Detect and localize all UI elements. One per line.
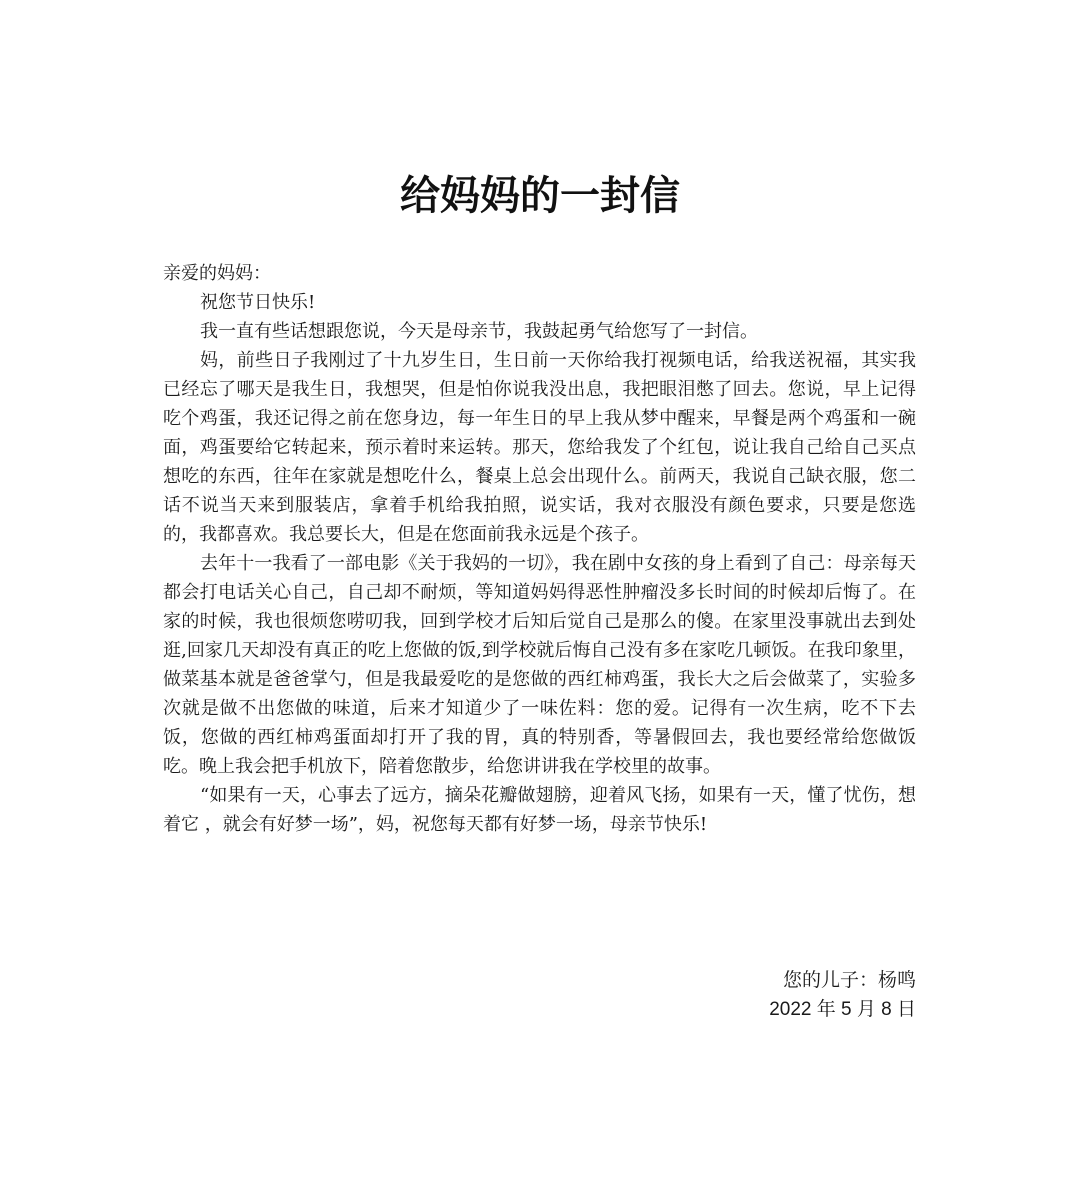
paragraph-greeting: 祝您节日快乐! bbox=[200, 292, 316, 313]
letter-body bbox=[163, 259, 916, 839]
paragraph-movie: 去年十一我看了一部电影《关于我妈的一切》，我在剧中女孩的身上看到了自己：母亲每天都会打电话关心自己，自己却不耐烦，等知道妈妈得恶性肿瘤没多长时间的时候却后悔了。在家的时候，我也很烦您唠叨我，回到学校才后知后觉自己是那么的傻。在家里没事就出去到处逛,回家几天却没有真正的吃上您做的饭,到学校就后悔自己没有多在家吃几顿饭。在我印象里，做菜基本就是爸爸掌勺，但是我最爱吃的是您做的西红柿鸡蛋，我长大之后会做菜了，实验多次就是做不出您做的味道，后来才知道少了一味佐料：您的爱。记得有一次生病，吃不下去饭，您做的西红柿鸡蛋面却打开了我的胃，真的特别香，等暑假回去，我也要经常给您做饭吃。晚上我会把手机放下，陪着您散步，给您讲讲我在学校里的故事。 bbox=[163, 553, 916, 777]
paragraph-closing: “如果有一天，心事去了远方，摘朵花瓣做翅膀，迎着风飞扬，如果有一天，懂了忧伤，想着它 ，就会有好梦一场”，妈，祝您每天都有好梦一场，母亲节快乐! bbox=[163, 785, 916, 835]
signature-name: 您的儿子：杨鸣 bbox=[782, 969, 916, 991]
letter-date: 2022 年 5 月 8 日 bbox=[769, 999, 916, 1020]
signature-block bbox=[769, 966, 916, 1024]
paragraph-birthday: 妈，前些日子我刚过了十九岁生日，生日前一天你给我打视频电话，给我送祝福，其实我已经忘了哪天是我生日，我想哭，但是怕你说我没出息，我把眼泪憋了回去。您说，早上记得吃个鸡蛋，我还记得之前在您身边，每一年生日的早上我从梦中醒来，早餐是两个鸡蛋和一碗面，鸡蛋要给它转起来，预示着时来运转。那天，您给我发了个红包，说让我自己给自己买点想吃的东西，往年在家就是想吃什么，餐桌上总会出现什么。前两天，我说自己缺衣服，您二话不说当天来到服装店，拿着手机给我拍照，说实话，我对衣服没有颜色要求，只要是您选的，我都喜欢。我总要长大，但是在您面前我永远是个孩子。 bbox=[163, 350, 916, 545]
paragraph-intro: 我一直有些话想跟您说，今天是母亲节，我鼓起勇气给您写了一封信。 bbox=[200, 321, 758, 342]
letter-title: 给妈妈的一封信 bbox=[400, 172, 680, 219]
salutation: 亲爱的妈妈： bbox=[163, 263, 271, 284]
